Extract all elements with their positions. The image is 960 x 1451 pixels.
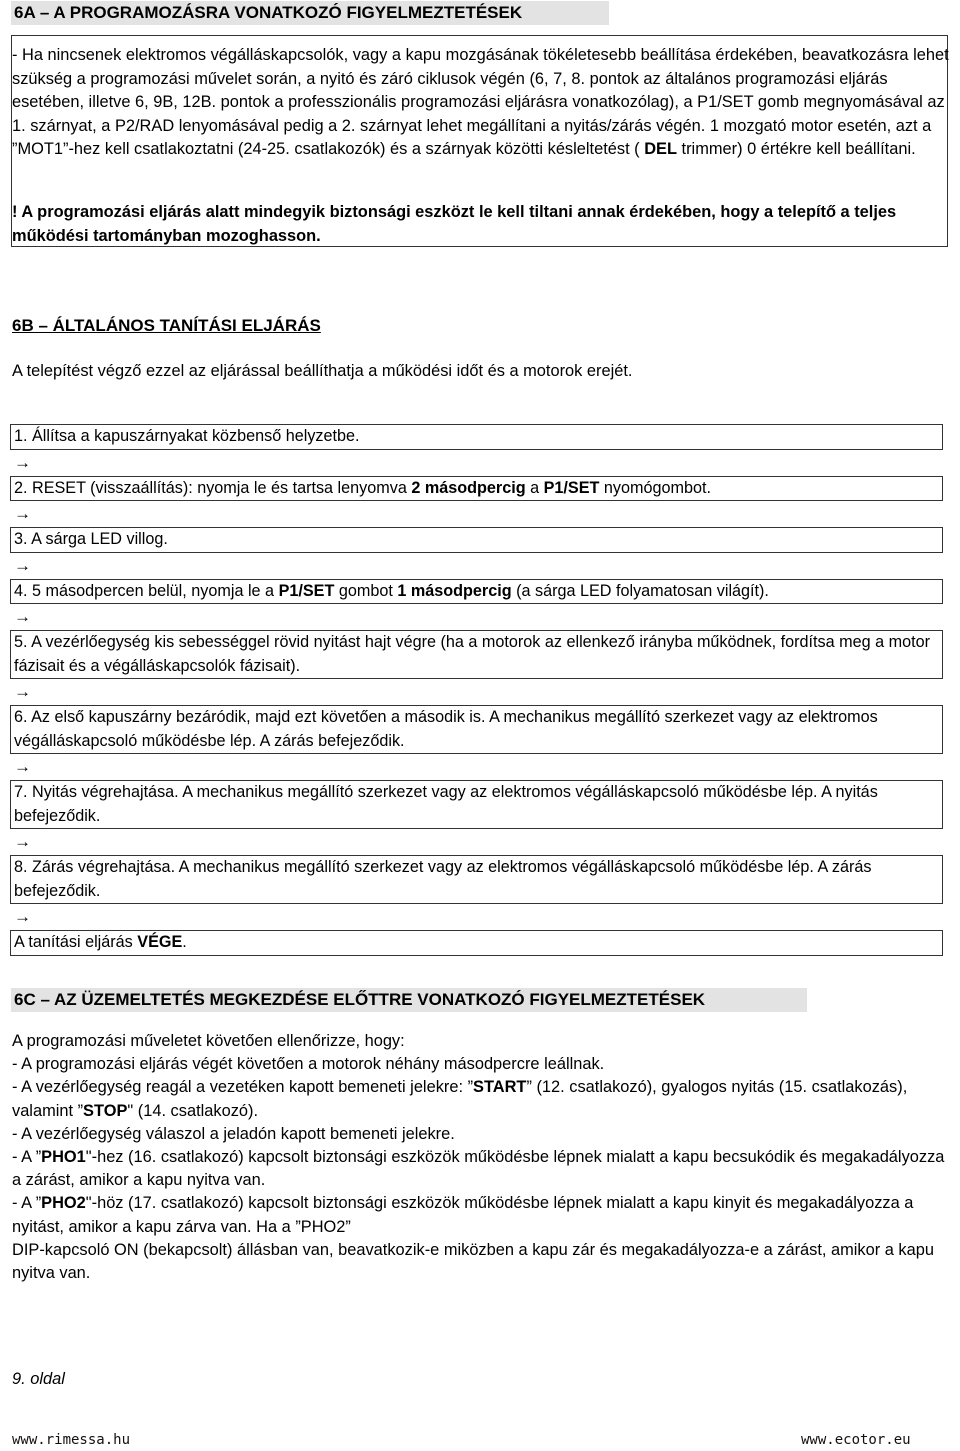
item-4-text-a: - A ”	[12, 1148, 42, 1167]
step-4-text-a: 4. 5 másodpercen belül, nyomja le a	[14, 581, 279, 600]
section-6c-heading: 6C – AZ ÜZEMELTETÉS MEGKEZDÉSE ELŐTTRE VONATKOZÓ FIGYELMEZTETÉSEK	[11, 988, 807, 1012]
section-6b-heading: 6B – ÁLTALÁNOS TANÍTÁSI ELJÁRÁS	[12, 316, 321, 335]
step-1	[10, 424, 943, 450]
item-5-text-a: - A ”	[12, 1194, 42, 1213]
section-6b-intro: A telepítést végző ezzel az eljárással beállíthatja a működési időt és a motorok erejét.	[12, 362, 633, 380]
footer-link-rimessa[interactable]: www.rimessa.hu	[12, 1432, 131, 1448]
step-4-text-e: (a sárga LED folyamatosan világít).	[511, 581, 769, 600]
section-6c-item-1: - A programozási eljárás végét követően a motorok néhány másodpercre leállnak.	[12, 1055, 605, 1074]
step-6	[10, 705, 943, 754]
step-end-text-c: .	[182, 933, 187, 951]
page-number: 9. oldal	[12, 1370, 65, 1388]
item-5-text-b: "-höz (17. csatlakozó) kapcsolt biztonsági eszközök működésbe lépnek mialatt a kapu kinyit és megakadályozza a nyitást, amikor a kapu zárva van. Ha a ”PHO2”	[12, 1194, 914, 1236]
section-6c-intro: A programozási műveletet követően ellenőrizze, hogy:	[12, 1032, 405, 1050]
arrow-icon: →	[14, 832, 31, 851]
arrow-icon: →	[14, 452, 31, 472]
step-2-duration: 2 másodpercig	[411, 478, 526, 497]
step-8	[10, 855, 943, 904]
step-2-text-a: 2. RESET (visszaállítás): nyomja le és tartsa lenyomva	[14, 478, 412, 497]
section-6a-paragraph	[12, 44, 952, 162]
section-6a-text-a: - Ha nincsenek elektromos végálláskapcsolók, vagy a kapu mozgásának tökéletesebb beállítása érdekében, beavatkozásra lehet szükség a programozási művelet során, a nyitó és záró ciklusok végén (6, 7, 8. pontok az általános programozási eljárás esetében, illetve 6, 9B, 12B. pontok a professzionális programozási eljárásra vonatkozólag), a P1/SET gomb megnyomásával az 1. szárnyat, a P2/RAD lenyomásával pedig a 2. szárnyat lehet megállítani a nyitás/zárás végén. 1 mozgató motor esetén, azt a ”MOT1”-hez kell csatlakoztatni (24-25. csatlakozók) és a szárnyak közötti késleltetést (	[12, 46, 949, 158]
step-end-text-a: A tanítási eljárás	[14, 933, 138, 951]
section-6c-item-2	[12, 1076, 947, 1122]
step-2-button-name: P1/SET	[543, 478, 600, 497]
step-3	[10, 527, 943, 553]
step-6-text: 6. Az első kapuszárny bezáródik, majd ezt követően a második is. A mechanikus megállító szerkezet vagy az elektromos végálláskapcsoló működésbe lép. A zárás befejeződik.	[14, 708, 878, 750]
step-1-text: 1. Állítsa a kapuszárnyakat közbenső helyzetbe.	[14, 427, 360, 445]
step-4-duration: 1 másodpercig	[397, 581, 512, 600]
arrow-icon: →	[14, 607, 31, 626]
step-end-word: VÉGE	[137, 933, 183, 951]
arrow-icon: →	[14, 907, 31, 926]
step-2-text-e: nyomógombot.	[599, 478, 711, 497]
step-2	[10, 476, 943, 502]
arrow-icon: →	[14, 757, 31, 776]
arrow-icon: →	[14, 682, 31, 701]
section-6a-heading: 6A – A PROGRAMOZÁSRA VONATKOZÓ FIGYELMEZTETÉSEK	[11, 1, 609, 25]
start-label: START	[473, 1078, 527, 1097]
section-6c-item-6: DIP-kapcsoló ON (bekapcsolt) állásban van, beavatkozik-e miközben a kapu zár és megakadályozza-e a zárást, amikor a kapu nyitva van.	[12, 1240, 934, 1283]
step-4-text-c: gombot	[334, 581, 398, 600]
section-6a-text-b: trimmer) 0 értékre kell beállítani.	[676, 140, 916, 158]
step-2-text-c: a	[525, 478, 544, 497]
step-5	[10, 630, 943, 679]
item-4-text-b: "-hez (16. csatlakozó) kapcsolt biztonsági eszközök működésbe lépnek mialatt a kapu becsukódik és megakadályozza a zárást, amikor a kapu nyitva van.	[12, 1148, 945, 1190]
step-8-text: 8. Zárás végrehajtása. A mechanikus megállító szerkezet vagy az elektromos végálláskapcsoló működésbe lép. A zárás befejeződik.	[14, 858, 872, 900]
stop-label: STOP	[83, 1101, 128, 1120]
footer-link-ecotor[interactable]: www.ecotor.eu	[801, 1432, 911, 1448]
section-6a-warning: ! A programozási eljárás alatt mindegyik biztonsági eszközt le kell tiltani annak érdekében, hogy a telepítő a teljes működési tartományban mozoghasson.	[12, 203, 897, 245]
step-4	[10, 579, 943, 605]
step-end	[10, 930, 943, 956]
pho1-label: PHO1	[41, 1148, 86, 1167]
arrow-icon: →	[14, 504, 31, 523]
item-2-text-c: " (14. csatlakozó).	[127, 1101, 259, 1120]
item-2-text-a: - A vezérlőegység reagál a vezetéken kapott bemeneti jelekre: ”	[12, 1078, 474, 1097]
step-7	[10, 780, 943, 829]
pho2-label: PHO2	[41, 1194, 86, 1213]
arrow-icon: →	[14, 555, 31, 575]
step-7-text: 7. Nyitás végrehajtása. A mechanikus megállító szerkezet vagy az elektromos végálláskapcsoló működésbe lép. A nyitás befejeződik.	[14, 783, 878, 825]
section-6c-item-4	[12, 1146, 947, 1192]
step-4-button-name: P1/SET	[278, 581, 335, 600]
section-6c-item-3: - A vezérlőegység válaszol a jeladón kapott bemeneti jelekre.	[12, 1124, 455, 1143]
section-6c-body	[12, 1030, 947, 1285]
del-label: DEL	[644, 140, 677, 158]
step-5-text: 5. A vezérlőegység kis sebességgel rövid nyitást hajt végre (ha a motorok az ellenkező irányba működnek, fordítsa meg a motor fázisait és a végálláskapcsolók fázisait).	[14, 633, 930, 675]
step-3-text: 3. A sárga LED villog.	[14, 530, 168, 548]
item-2-text-b: ” (12. csatlakozó), gyalogos nyitás (15. csatlakozás), valamint ”	[12, 1078, 908, 1120]
section-6c-item-5	[12, 1192, 947, 1238]
steps-list	[10, 424, 960, 956]
